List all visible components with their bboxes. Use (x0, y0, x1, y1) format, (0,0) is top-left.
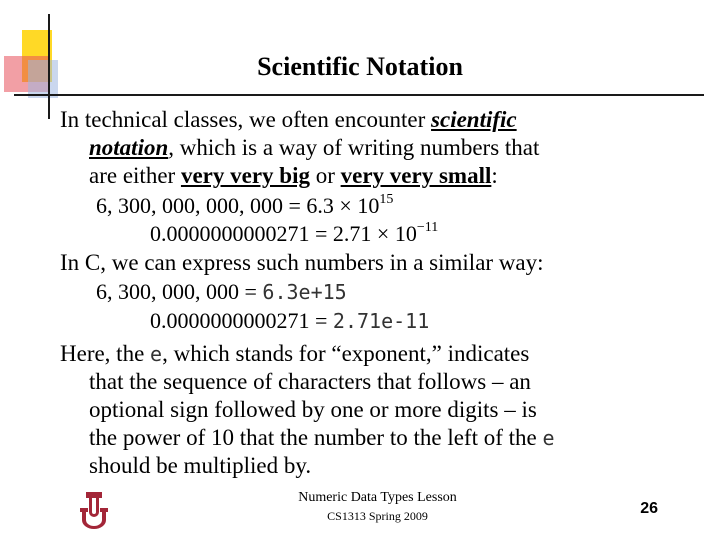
math-example-exponent: −11 (416, 220, 439, 235)
slide-title: Scientific Notation (257, 52, 463, 81)
para3-text: , which stands for “exponent,” indicates (162, 341, 530, 366)
para3-line1 (60, 339, 529, 369)
footer-lesson-title: Numeric Data Types Lesson (298, 490, 457, 505)
math-example-exponent: 15 (379, 192, 394, 207)
term-very-small: very very small (340, 163, 492, 188)
math-example-number: 0.0000000000271 = 2.71 × 10 (150, 221, 417, 246)
para3-text: the power of 10 that the number to the left of the (89, 425, 543, 450)
math-example-2 (150, 219, 438, 248)
code-e: e (542, 426, 555, 450)
para3-text: Here, the (60, 341, 151, 366)
slide-number: 26 (640, 500, 658, 517)
para3-line3: optional sign followed by one or more digits – is (89, 397, 537, 422)
para3-line2: that the sequence of characters that follows – an (89, 369, 531, 394)
c-example-code: 2.71e-11 (332, 309, 430, 333)
para3-line4 (89, 423, 555, 453)
code-e: e (150, 342, 163, 366)
term-very-big: very very big (180, 163, 310, 188)
c-example-2 (150, 306, 429, 336)
decor-horizontal-line (14, 94, 704, 96)
math-example-1 (96, 191, 393, 220)
footer-course: CS1313 Spring 2009 (327, 509, 428, 523)
para1-text: or (309, 163, 341, 188)
para1-text: , which is a way of writing numbers that (168, 135, 540, 160)
para1-line1 (60, 105, 517, 134)
para1-line3 (89, 161, 498, 190)
para1-text: : (491, 163, 498, 188)
para2: In C, we can express such numbers in a similar way: (60, 250, 544, 275)
para1-line2 (89, 133, 539, 162)
c-example-code: 6.3e+15 (262, 280, 347, 304)
math-example-number: 6, 300, 000, 000, 000 = 6.3 × 10 (96, 193, 380, 218)
c-example-number: 6, 300, 000, 000 = (96, 279, 263, 304)
para1-text: In technical classes, we often encounter (60, 107, 432, 132)
para3-line5: should be multiplied by. (89, 453, 312, 478)
c-example-number: 0.0000000000271 = (150, 308, 333, 333)
term-scientific: scientific (431, 107, 517, 132)
term-notation: notation (89, 135, 169, 160)
c-example-1 (96, 277, 347, 307)
para1-text: are either (89, 163, 181, 188)
